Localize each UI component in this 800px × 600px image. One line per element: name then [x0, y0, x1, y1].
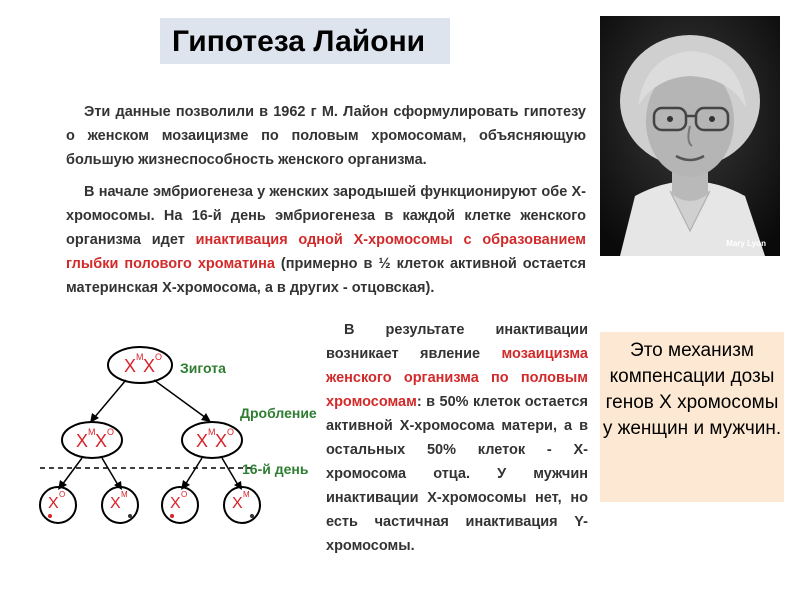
title-box [160, 18, 450, 64]
label-cleavage: Дробление [240, 405, 317, 421]
bottom-4-chrom: X [232, 495, 243, 512]
label-day16: 16-й день [242, 461, 309, 477]
paragraph-1-text: Эти данные позволили в 1962 г М. Лайон сформулировать гипотезу о женском мозаицизме по половым хромосомам, объясняющую большую жизнеспособность женского организма. [66, 104, 586, 168]
mid-left-sup-1: M [88, 427, 96, 437]
paragraph-3-highlight: мозаицизма женского организма по половым хромосомам [326, 346, 588, 410]
paragraph-2 [66, 180, 586, 300]
mid-left-chrom-1: X [76, 431, 89, 451]
paragraph-2-after: (примерно в ½ клеток активной остается материнская Х-хромосома, а в других - отцовская). [66, 256, 586, 296]
zygote-sup-2: O [155, 352, 163, 362]
bottom-4-sup: M [243, 490, 250, 499]
bottom-2-chrom: X [110, 495, 121, 512]
bottom-1-chrom: X [48, 495, 59, 512]
portrait-illustration [600, 16, 780, 256]
note-box [600, 332, 784, 502]
photo-caption: Mary Lyon [726, 239, 766, 248]
inheritance-diagram [30, 340, 330, 540]
mid-left-sup-2: O [107, 427, 115, 437]
portrait-photo [600, 16, 780, 256]
arrow-right [154, 380, 206, 418]
bottom-3-chrom: X [170, 495, 181, 512]
paragraph-3 [326, 318, 588, 558]
zygote-chrom-1: X [124, 356, 137, 376]
mid-right-chrom-1: X [196, 431, 209, 451]
mid-right-sup-1: M [208, 427, 216, 437]
paragraph-1 [66, 100, 586, 172]
mid-right-sup-2: O [227, 427, 235, 437]
mid-right-chrom-2: X [215, 431, 228, 451]
note-text: Это механизм компенсации дозы генов Х хромосомы у женщин и мужчин. [602, 340, 782, 439]
paragraph-2-before: В начале эмбриогенеза у женских зародышей функционируют обе Х-хромосомы. На 16-й день эмбриогенеза в каждой клетке женского организма идет [66, 184, 586, 248]
zygote-chrom-2: X [143, 356, 156, 376]
paragraph-3-before: В результате инактивации возникает явление [326, 322, 588, 362]
paragraph-3-after: : в 50% клеток остается активной Х-хромосома матери, а в остальных 50% клеток - Х-хромосома отца. У мужчин инактивации Х-хромосомы нет, но есть частичная инактивация Y-хромосомы. [326, 394, 588, 554]
arrow-left [94, 380, 126, 418]
page-title: Гипотеза Лайони [172, 25, 426, 58]
mid-left-chrom-2: X [95, 431, 108, 451]
label-zygote: Зигота [180, 360, 226, 376]
paragraph-2-highlight: инактивация одной Х-хромосомы с образованием глыбки полового хроматина [66, 232, 586, 272]
zygote-sup-1: M [136, 352, 144, 362]
bottom-3-sup: O [181, 490, 188, 499]
bottom-1-sup: O [59, 490, 66, 499]
bottom-2-sup: M [121, 490, 128, 499]
